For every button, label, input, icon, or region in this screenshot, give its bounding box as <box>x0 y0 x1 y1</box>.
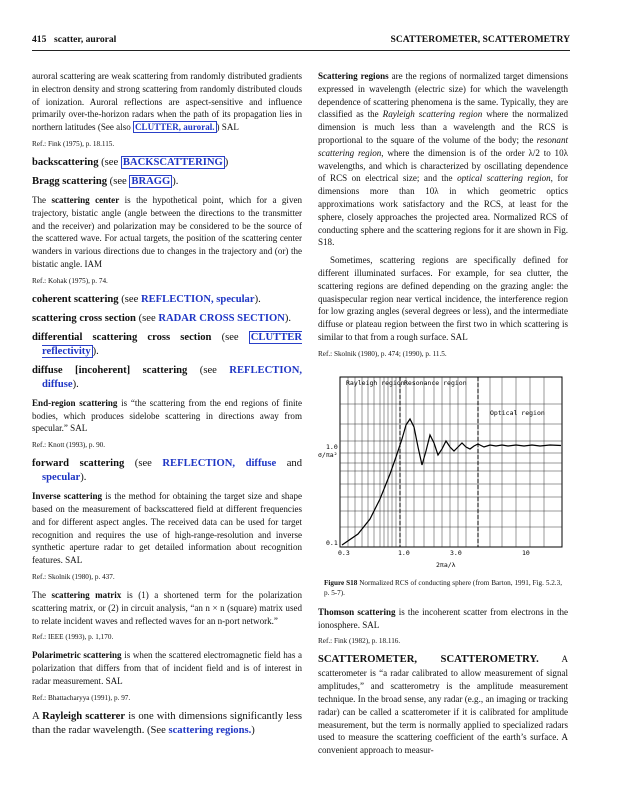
link-radar-cross-section[interactable]: RADAR CROSS SECTION <box>158 312 285 324</box>
entry-bragg: Bragg scattering (see BRAGG ). <box>32 175 179 187</box>
entry-coherent: coherent scattering (see REFLECTION, specular). <box>32 293 261 305</box>
entry-backscattering: backscattering (see BACKSCATTERING ) <box>32 156 229 168</box>
entry-scattering-center: The scattering center is the hypothetical point, which for a given trajectory, bistatic angle (angle between the directions to the transmitter and the receiver) and polarization may be considered to be the source of the scattered wave. For actual targets, the position of the scattering center wanders in various directions due to changes in the trajectory and (or) the bistatic angle. IAM <box>32 194 303 269</box>
entry-thomson: Thomson scattering is the incoherent scatter from electrons in the ionosphere. SAL <box>318 606 568 630</box>
label-rayleigh-region: Rayleigh region <box>346 378 405 387</box>
x-axis-label: 2πa/λ <box>436 560 456 569</box>
link-reflection-specular[interactable]: REFLECTION, specular <box>140 293 255 305</box>
x-tick-3: 10 <box>522 548 530 557</box>
entry-polarimetric: Polarimetric scattering is when the scattered electromagnetic field has a polarization that differs from that of incident field and is of interest in radar measurement. SAL <box>32 650 303 686</box>
graph-frame <box>340 377 562 547</box>
link-scattering-regions[interactable]: scattering regions. <box>168 724 252 736</box>
entry-cross-section: scattering cross section (see RADAR CROSS SECTION). <box>32 312 292 324</box>
entry-inverse: Inverse scattering is the method for obtaining the target size and shape based on the measurement of backscattered field at different frequencies and for different aspect angles. The received data can be used for target recognition and requires the use of high-range-resolution and inverse synthetic aperture radar to get detailed information about recognition features. SAL <box>32 491 302 566</box>
label-optical-region: Optical region <box>490 408 545 417</box>
reference: Ref.: IEEE (1993), p. 1,170. <box>32 633 114 642</box>
page-number: 415 <box>32 34 47 45</box>
running-head <box>32 34 570 48</box>
entry-rayleigh: A Rayleigh scatterer is one with dimensions significantly less than the radar wavelength. (See scattering regions.) <box>32 710 302 736</box>
link-reflection-diffuse-2[interactable]: REFLECTION, diffuse <box>162 458 277 470</box>
x-tick-0: 0.3 <box>338 548 350 557</box>
reference: Ref.: Skolnik (1980), p. 437. <box>32 572 115 581</box>
running-title: SCATTEROMETER, SCATTEROMETRY <box>390 34 570 45</box>
reference: Ref.: Knott (1993), p. 90. <box>32 441 106 450</box>
entry-diffuse: diffuse [incoherent] scattering (see REFLECTION, diffuse). <box>32 364 302 390</box>
rcs-graph <box>318 369 568 574</box>
entry-end-region: End-region scattering is “the scattering from the end regions of finite bodies, which produces sidelobe scattering in directions away from specular.” SAL <box>32 397 303 434</box>
reference: Ref.: Kohak (1975), p. 74. <box>32 276 108 285</box>
left-column <box>32 70 302 743</box>
y-tick-1: 1.0 <box>326 442 338 451</box>
y-tick-low: 0.1 <box>326 538 338 547</box>
link-clutter-auroral[interactable]: CLUTTER, auroral. <box>135 122 215 133</box>
reference: Ref.: Bhattacharyya (1991), p. 97. <box>32 693 131 702</box>
section-heading: scatter, auroral <box>54 34 117 45</box>
link-specular[interactable]: specular <box>42 472 81 484</box>
x-tick-1: 1.0 <box>398 548 410 557</box>
reference: Ref.: Fink (1982), p. 18.116. <box>318 637 401 646</box>
figure-caption: Figure S18 Normalized RCS of conducting sphere (from Barton, 1991, Fig. 5.2.3, p. 5-7). <box>324 578 562 597</box>
paragraph-sea-clutter: Sometimes, scattering regions are specifically defined for different illuminated surfaces. For example, for sea clutter, the scattering regions are defined depending on the grazing angle: the quasispecular region near vertical incidence, the interference region for low grazing angles (several degrees or less), and the intermediate diffuse or plateau region between the first two in which scattering is similar to that from a rough surface. SAL <box>318 255 568 342</box>
label-resonance-region: Resonance region <box>404 378 467 387</box>
header-rule <box>32 50 570 51</box>
entry-forward: forward scattering (see REFLECTION, diffuse and specular). <box>32 458 302 484</box>
link-reflection-diffuse[interactable]: REFLECTION, diffuse <box>42 364 302 390</box>
paragraph-auroral: auroral scattering are weak scattering from randomly distributed gradients in electron density and strong scattering from randomly distributed clouds of ionization. Auroral reflections are aspect-sensitive and influence primarily over-the-horizon radars when the path of its propagation lies in northern latitudes (See also CLUTTER, auroral. ) SAL <box>32 71 302 133</box>
reference: Ref.: Fink (1975), p. 18.115. <box>32 139 115 148</box>
link-bragg[interactable]: BRAGG <box>131 175 171 187</box>
entry-differential: differential scattering cross section (see CLUTTER reflectivity ). <box>32 331 302 357</box>
right-column <box>318 70 568 762</box>
link-backscattering[interactable]: BACKSCATTERING <box>122 156 223 168</box>
x-tick-2: 3.0 <box>450 548 462 557</box>
reference: Ref.: Skolnik (1980), p. 474; (1990), p. 11.5. <box>318 349 447 358</box>
entry-scatterometer: SCATTEROMETER, SCATTEROMETRY. A scatterometer is “a radar calibrated to allow measurement of signal amplitudes,” and scatterometry is the amplitude measurement technique. In the broad sense, any radar (e.g., an imaging or tracking radar) can be called a scatterometer if it is calibrated for amplitude measurement, but the term is normally applied to specialized radars used to measure the scattering coefficient of the earth’s surface. A convenient approach to measur- <box>318 654 569 756</box>
figure-s18 <box>318 369 568 574</box>
y-axis-label: σ/πa² <box>318 450 338 459</box>
entry-scattering-regions: Scattering regions are the regions of normalized target dimensions expressed in wavelength (electric size) for which the wavelength dependence of scattering phenomena is the same. Typically, they are classified as the Rayleigh scattering region where the normalized dimension is much less than a wavelength and the RCS is proportional to the square of the volume of the body; the resonant scattering region, where the dimension is of the order λ/2 to 10λ wavelengths, and which is characterized by oscillating dependence of RCS on electrical size; and the optical scattering region, for dimensions more than 10λ in which geometric optics approximations work satisfactory and the RCS, at least for the sphere, closely approaches the projected area. Normalized RCS of conducting sphere and the scattering regions for it are shown in Fig. S18. <box>318 71 568 248</box>
entry-matrix: The scattering matrix is (1) a shortened term for the polarization scattering matrix, or (2) in circuit analysis, “an n × n (square) matrix used to relate incident waves and reflected waves for an n-port network.” <box>32 589 302 626</box>
link-clutter-reflectivity[interactable]: CLUTTER reflectivity <box>42 331 302 357</box>
